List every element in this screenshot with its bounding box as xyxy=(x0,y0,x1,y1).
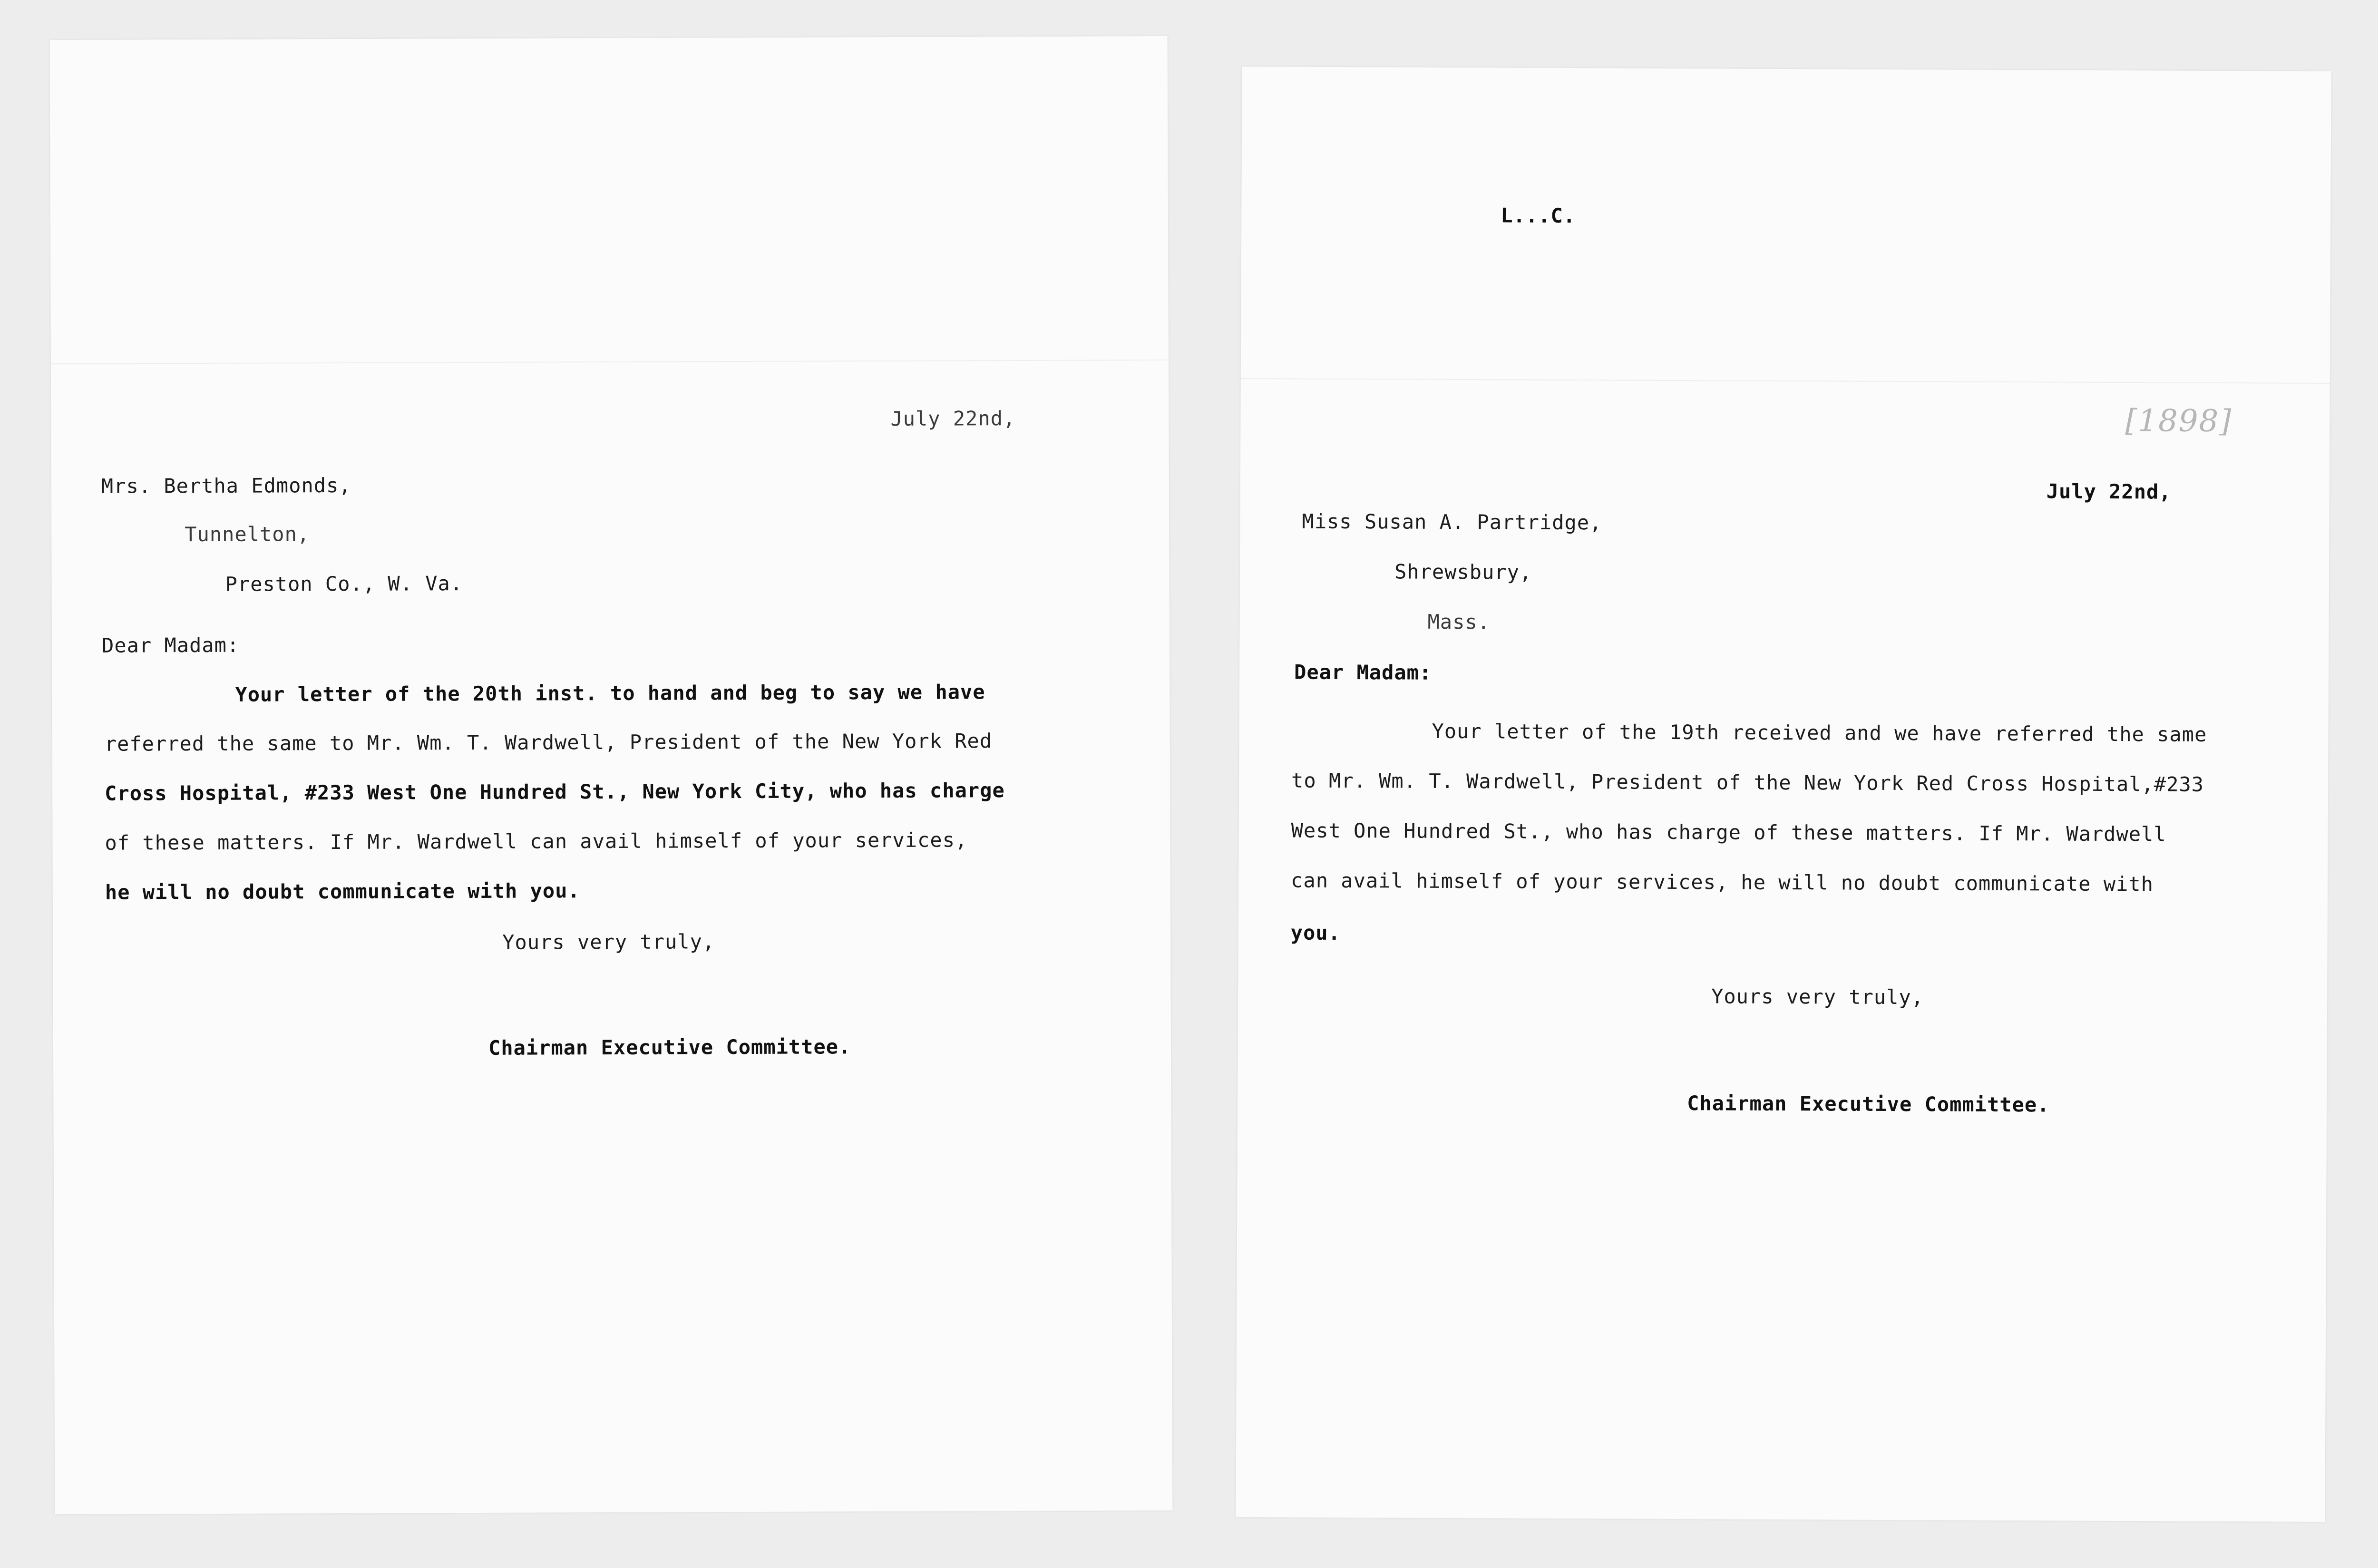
right-recipient-town: Shrewsbury, xyxy=(1394,560,1532,584)
right-body-line-1: Your letter of the 19th received and we have referred the same xyxy=(1432,719,2207,746)
left-body-line-5: he will no doubt communicate with you. xyxy=(105,879,580,904)
right-recipient-name: Miss Susan A. Partridge, xyxy=(1302,509,1602,535)
left-letter-page xyxy=(50,36,1173,1514)
right-body-line-5: you. xyxy=(1290,921,1341,945)
left-recipient-county-state: Preston Co., W. Va. xyxy=(225,572,463,596)
left-body-line-4: of these matters. If Mr. Wardwell can avail himself of your services, xyxy=(105,828,968,855)
right-body-line-2: to Mr. Wm. T. Wardwell, President of the New York Red Cross Hospital,#233 xyxy=(1291,769,2204,796)
right-letter-page xyxy=(1236,67,2331,1522)
left-signature: Chairman Executive Committee. xyxy=(488,1035,851,1060)
page-fold-line xyxy=(51,360,1169,364)
right-closing: Yours very truly, xyxy=(1711,984,1924,1009)
left-body-line-3: Cross Hospital, #233 West One Hundred St., New York City, who has charge xyxy=(105,779,1005,805)
right-signature: Chairman Executive Committee. xyxy=(1687,1091,2050,1117)
left-closing: Yours very truly, xyxy=(502,930,715,954)
right-body-line-4: can avail himself of your services, he will no doubt communicate with xyxy=(1291,868,2154,896)
left-body-line-2: referred the same to Mr. Wm. T. Wardwell, President of the New York Red xyxy=(104,729,993,756)
left-body-line-1: Your letter of the 20th inst. to hand and beg to say we have xyxy=(235,680,985,706)
left-recipient-name: Mrs. Bertha Edmonds, xyxy=(101,473,351,498)
left-recipient-town: Tunnelton, xyxy=(185,522,310,546)
right-header-mark: L...C. xyxy=(1501,204,1576,228)
right-reference-note: [1898] xyxy=(2125,403,2232,439)
right-body-line-3: West One Hundred St., who has charge of these matters. If Mr. Wardwell xyxy=(1291,818,2166,846)
left-letter-date: July 22nd, xyxy=(890,407,1016,430)
page-fold-line xyxy=(1241,378,2330,384)
right-salutation: Dear Madam: xyxy=(1294,660,1432,684)
right-recipient-state: Mass. xyxy=(1427,610,1491,634)
right-letter-date: July 22nd, xyxy=(2046,479,2172,504)
left-salutation: Dear Madam: xyxy=(101,633,240,657)
